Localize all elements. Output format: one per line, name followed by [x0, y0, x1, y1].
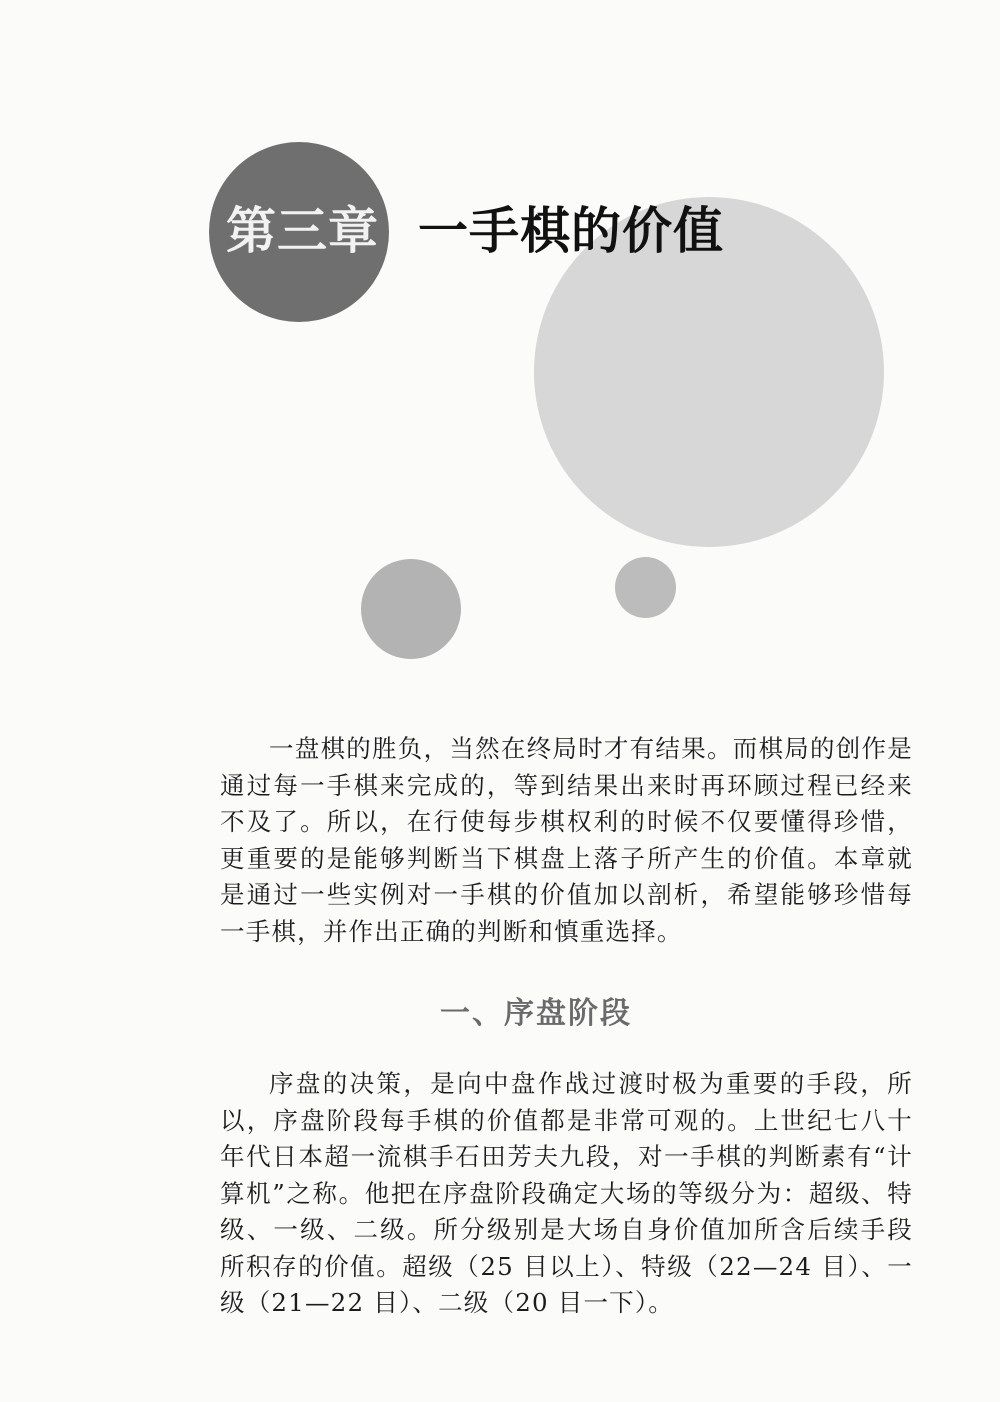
section-paragraph: 序盘的决策，是向中盘作战过渡时极为重要的手段，所以，序盘阶段每手棋的价值都是非常可观的。上世纪七八十年代日本超一流棋手石田芳夫九段，对一手棋的判断素有“计算机”之称。他把在序盘阶段确定大场的等级分为：超级、特级、一级、二级。所分级别是大场自身价值加所含后续手段所积存的价值。超级（25 目以上）、特级（22—24 目）、一级（21—22 目）、二级（20 目一下）。 — [220, 1069, 913, 1317]
small-decorative-circle-right — [615, 557, 676, 618]
small-decorative-circle-left — [361, 559, 461, 659]
section-heading: 一、序盘阶段 — [440, 996, 632, 1031]
intro-paragraph: 一盘棋的胜负，当然在终局时才有结果。而棋局的创作是通过每一手棋来完成的，等到结果出来时再环顾过程已经来不及了。所以，在行使每步棋权利的时候不仅要懂得珍惜，更重要的是能够判断当下棋盘上落子所产生的价值。本章就是通过一些实例对一手棋的价值加以剖析，希望能够珍惜每一手棋，并作出正确的判断和慎重选择。 — [220, 734, 913, 946]
chapter-title: 一手棋的价值 — [418, 201, 724, 260]
chapter-number: 第三章 — [226, 201, 379, 260]
